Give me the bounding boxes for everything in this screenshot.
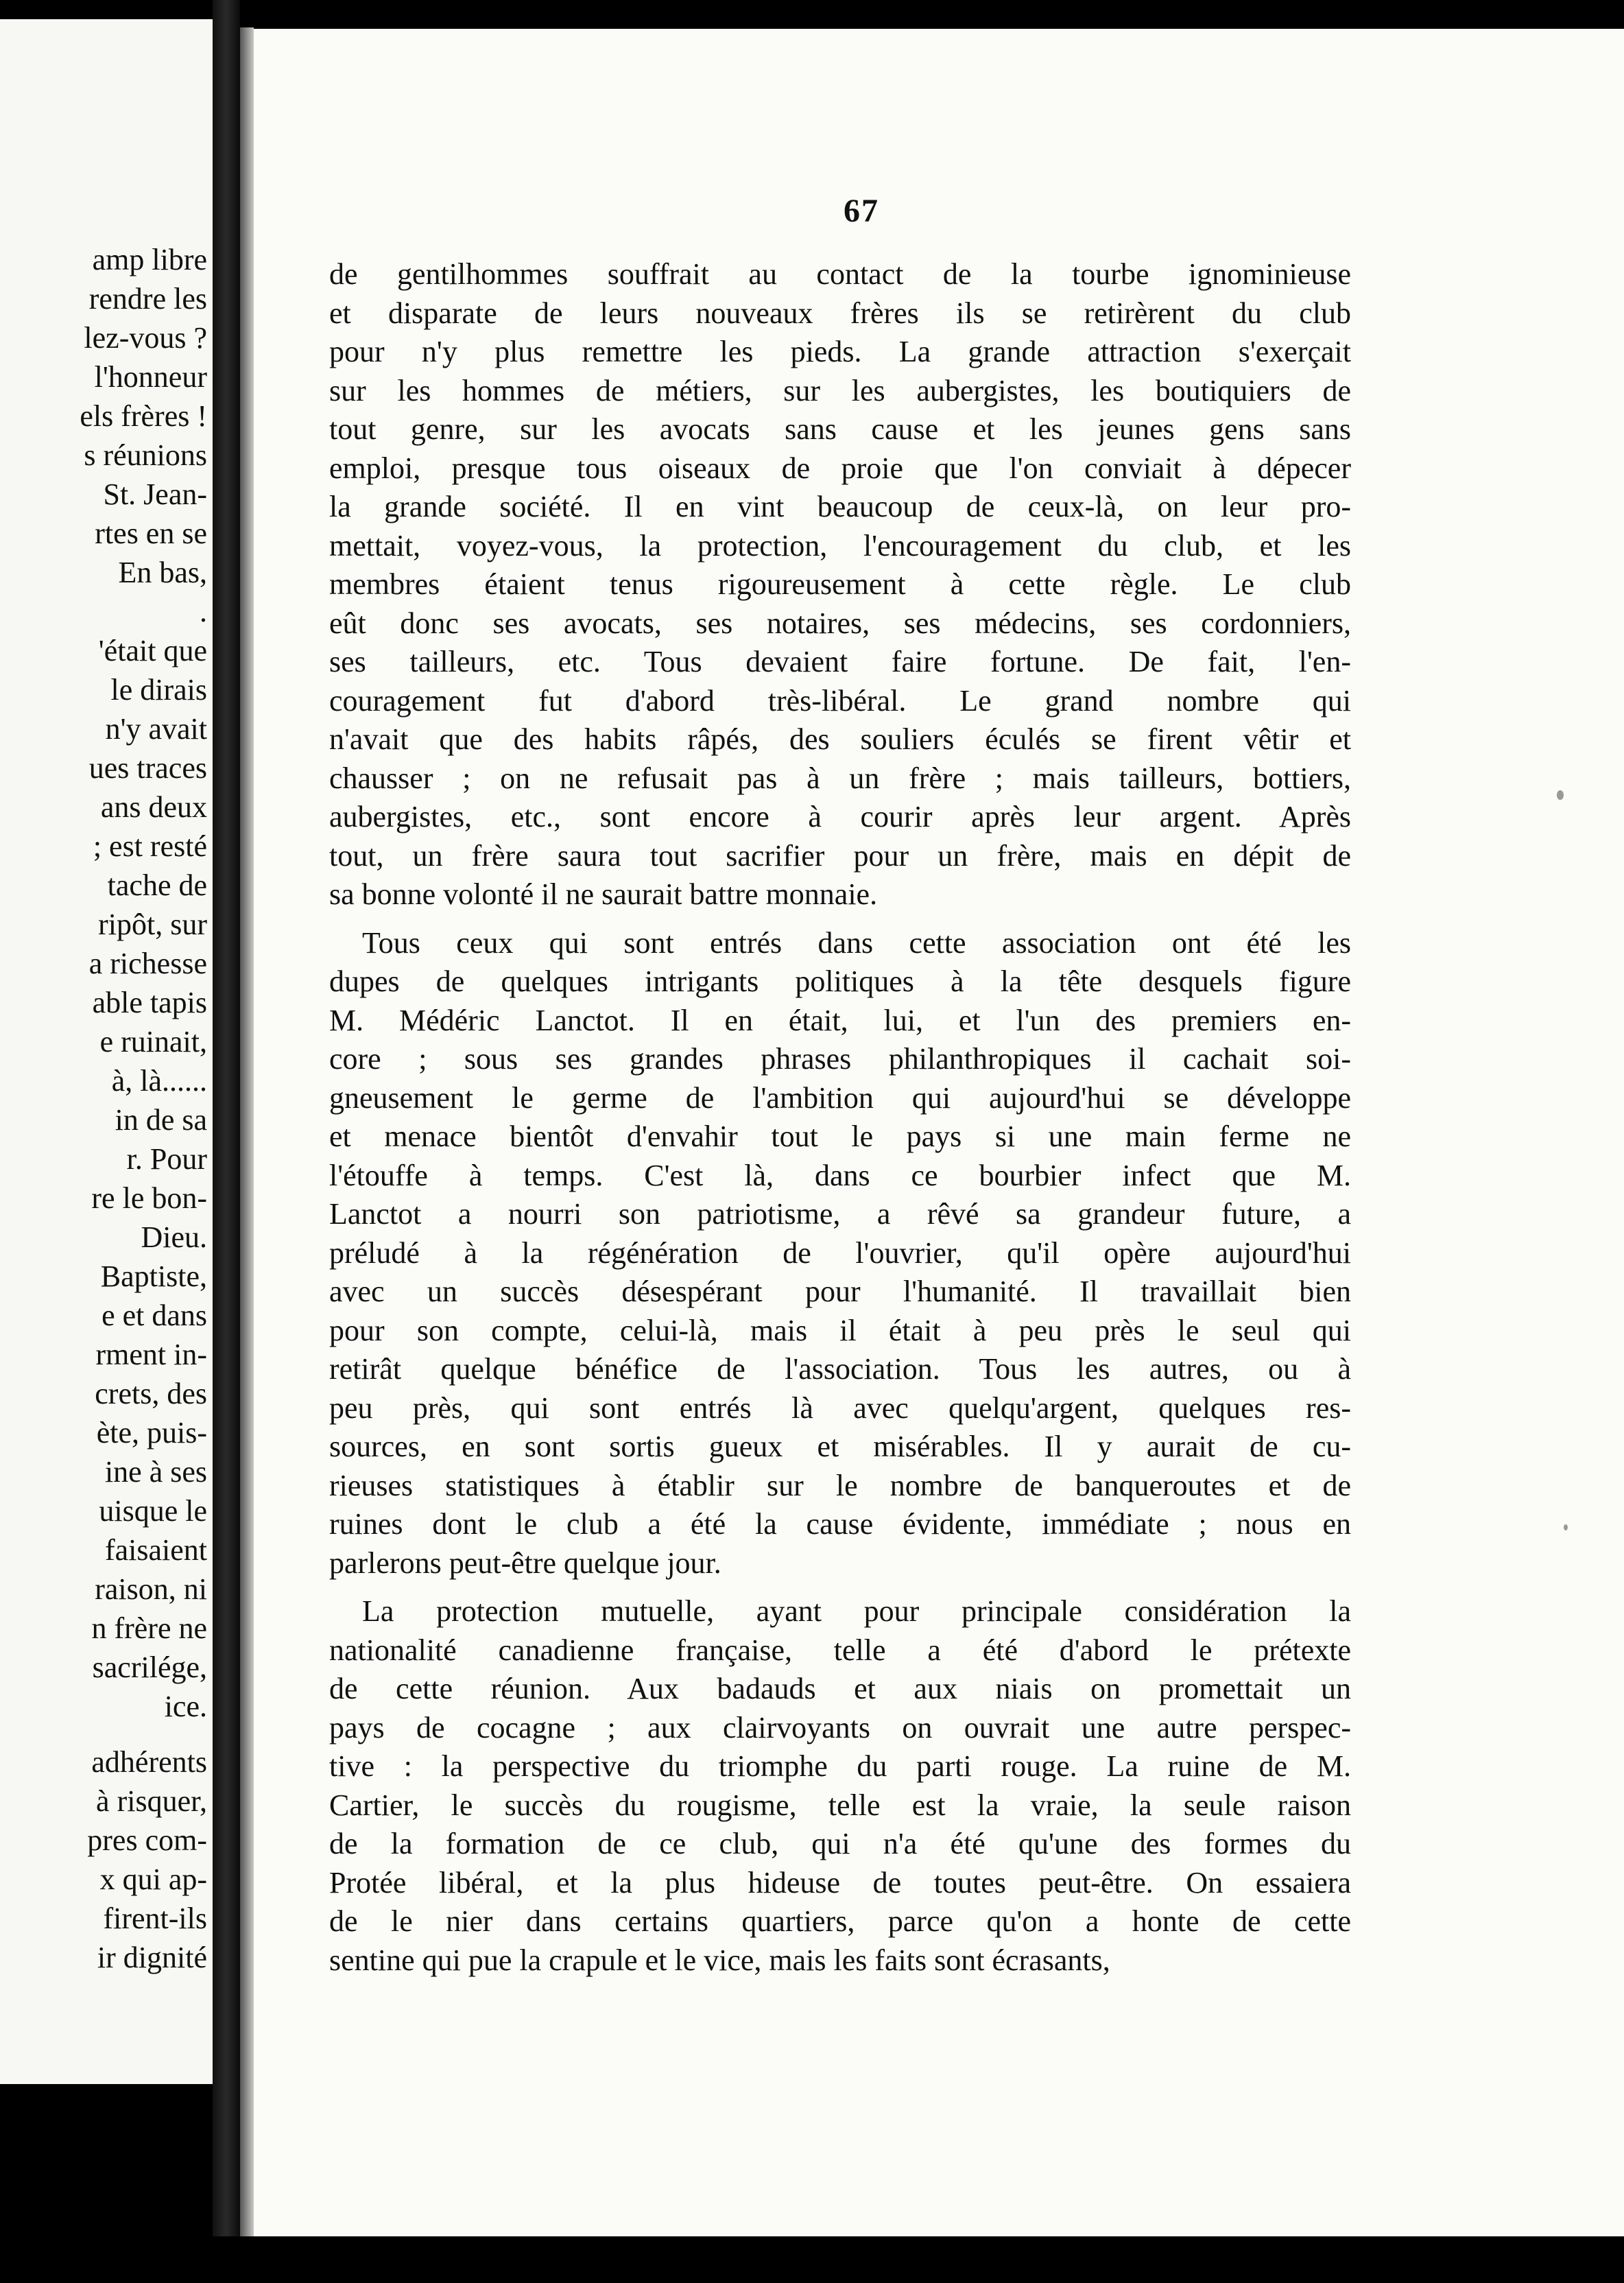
text-line: sur les hommes de métiers, sur les aubergistes, les boutiquiers de — [329, 373, 1351, 407]
left-page-line: s réunions — [84, 438, 207, 472]
text-line: mettait, voyez-vous, la protection, l'encouragement du club, et les — [329, 528, 1351, 563]
text-line: Cartier, le succès du rougisme, telle est la vraie, la seule raison — [329, 1788, 1351, 1822]
left-page-line: faisaient — [104, 1533, 207, 1567]
left-page-line: En bas, — [118, 556, 207, 589]
left-page-line: adhérents — [91, 1745, 207, 1779]
page-number: 67 — [844, 193, 879, 229]
left-page-line: n'y avait — [105, 712, 207, 746]
left-page-line: Baptiste, — [100, 1259, 207, 1293]
left-page-line: able tapis — [92, 986, 207, 1019]
left-page-line: ues traces — [88, 751, 207, 785]
paragraph — [329, 1592, 1351, 1980]
left-page-line: ine à ses — [104, 1455, 207, 1489]
text-line: nationalité canadienne française, telle a été d'abord le prétexte — [329, 1633, 1351, 1667]
text-line: Lanctot a nourri son patriotisme, a rêvé sa grandeur future, a — [329, 1197, 1351, 1231]
text-line: Tous ceux qui sont entrés dans cette association ont été les — [362, 925, 1351, 960]
left-page-line: e ruinait, — [99, 1025, 207, 1058]
left-page-line: à risquer, — [96, 1784, 207, 1818]
text-line: préludé à la régénération de l'ouvrier, qu'il opère aujourd'hui — [329, 1235, 1351, 1270]
left-page-line: ir dignité — [97, 1941, 207, 1974]
text-line: tout genre, sur les avocats sans cause et les jeunes gens sans — [329, 412, 1351, 446]
left-page-line: x qui ap- — [99, 1862, 207, 1896]
text-line: avec un succès désespérant pour l'humanité. Il travaillait bien — [329, 1275, 1351, 1308]
main-page — [254, 29, 1624, 2236]
text-line: sentine qui pue la crapule et le vice, mais les faits sont écrasants, — [329, 1943, 1110, 1977]
left-page-line: a richesse — [88, 947, 207, 980]
paragraph-gap — [329, 1583, 1351, 1592]
paragraph — [329, 924, 1351, 1583]
left-page-line: crets, des — [95, 1377, 207, 1410]
left-page-line: in de sa — [115, 1103, 207, 1137]
left-page-line: à, là...... — [111, 1064, 207, 1098]
text-line: parlerons peut-être quelque jour. — [329, 1546, 721, 1580]
left-page-line: sacrilége, — [92, 1651, 207, 1684]
text-line: dupes de quelques intrigants politiques à la tête desquels figure — [329, 965, 1351, 998]
text-line: Protée libéral, et la plus hideuse de toutes peut-être. On essaiera — [329, 1865, 1351, 1900]
left-page-line: rment in- — [95, 1338, 207, 1371]
left-page-line: uisque le — [99, 1494, 207, 1528]
text-line: sources, en sont sortis gueux et misérables. Il y aurait de cu- — [329, 1430, 1351, 1463]
text-line: gneusement le germe de l'ambition qui aujourd'hui se développe — [329, 1080, 1351, 1115]
text-line: peu près, qui sont entrés là avec quelqu'argent, quelques res- — [329, 1391, 1351, 1425]
scan-border-bottom — [0, 2236, 1624, 2283]
text-line: membres étaient tenus rigoureusement à cette règle. Le club — [329, 567, 1351, 601]
left-page-line: re le bon- — [91, 1181, 207, 1215]
text-line: pour son compte, celui-là, mais il était à peu près le seul qui — [329, 1313, 1351, 1347]
left-page-line: rendre les — [88, 282, 207, 316]
text-line: core ; sous ses grandes phrases philanthropiques il cachait soi- — [329, 1042, 1351, 1076]
left-page-line: els frères ! — [80, 399, 207, 433]
text-line: couragement fut d'abord très-libéral. Le grand nombre qui — [329, 683, 1351, 718]
gutter-shadow — [240, 27, 254, 2243]
text-line: ses tailleurs, etc. Tous devaient faire fortune. De fait, l'en- — [329, 645, 1351, 678]
text-line: rieuses statistiques à établir sur le nombre de banqueroutes et de — [329, 1468, 1351, 1502]
text-line: ruines dont le club a été la cause évidente, immédiate ; nous en — [329, 1507, 1351, 1541]
page-speck — [1557, 790, 1564, 800]
left-page-line: amp libre — [92, 243, 207, 276]
text-line: La protection mutuelle, ayant pour principale considération la — [362, 1594, 1351, 1628]
left-page-line: le dirais — [110, 673, 207, 707]
text-line: sa bonne volonté il ne saurait battre monnaie. — [329, 877, 878, 911]
left-page-line: ripôt, sur — [98, 908, 207, 941]
left-page-line: Dieu. — [141, 1220, 207, 1254]
left-page-line: . — [200, 595, 207, 628]
left-page-fragment — [0, 19, 213, 2084]
text-line: tive : la perspective du triomphe du parti rouge. La ruine de M. — [329, 1749, 1351, 1783]
text-line: n'avait que des habits râpés, des souliers éculés se firent vêtir et — [329, 722, 1351, 756]
left-page-line: St. Jean- — [103, 477, 207, 511]
text-line: de cette réunion. Aux badauds et aux niais on promettait un — [329, 1672, 1351, 1705]
left-page-line: l'honneur — [94, 360, 207, 394]
text-line: emploi, presque tous oiseaux de proie que l'on conviait à dépecer — [329, 451, 1351, 485]
left-page-line: ice. — [164, 1690, 207, 1723]
left-page-line: lez-vous ? — [84, 321, 207, 355]
left-page-line: 'était que — [98, 634, 207, 667]
text-line: pour n'y plus remettre les pieds. La grande attraction s'exerçait — [329, 335, 1351, 368]
left-page-line: pres com- — [87, 1823, 207, 1857]
text-line: et menace bientôt d'envahir tout le pays si une main ferme ne — [329, 1120, 1351, 1153]
text-line: de la formation de ce club, qui n'a été qu'une des formes du — [329, 1827, 1351, 1860]
paragraph-gap — [329, 914, 1351, 924]
text-line: chausser ; on ne refusait pas à un frère ; mais tailleurs, bottiers, — [329, 761, 1351, 795]
left-page-line: ans deux — [100, 790, 207, 824]
left-page-gap — [80, 1726, 207, 1742]
left-page-line: ète, puis- — [96, 1416, 207, 1450]
text-line: eût donc ses avocats, ses notaires, ses médecins, ses cordonniers, — [329, 606, 1351, 640]
left-page-line: ; est resté — [93, 829, 207, 863]
left-page-line: e et dans — [102, 1299, 207, 1332]
text-line: l'étouffe à temps. C'est là, dans ce bourbier infect que M. — [329, 1158, 1351, 1192]
left-page-line: rtes en se — [95, 517, 207, 550]
paragraph — [329, 255, 1351, 914]
text-line: de gentilhommes souffrait au contact de la tourbe ignominieuse — [329, 257, 1351, 291]
book-gutter — [213, 0, 240, 2283]
text-line: tout, un frère saura tout sacrifier pour un frère, mais en dépit de — [329, 838, 1351, 873]
left-page-line: n frère ne — [91, 1611, 207, 1645]
body-text — [329, 255, 1351, 1980]
text-line: de le nier dans certains quartiers, parce qu'on a honte de cette — [329, 1904, 1351, 1938]
text-line: pays de cocagne ; aux clairvoyants on ouvrait une autre perspec- — [329, 1710, 1351, 1744]
left-page-line: raison, ni — [95, 1572, 207, 1606]
text-line: la grande société. Il en vint beaucoup de ceux-là, on leur pro- — [329, 490, 1351, 523]
left-page-lines — [80, 240, 207, 1977]
text-line: et disparate de leurs nouveaux frères ils se retirèrent du club — [329, 296, 1351, 330]
left-page-line: tache de — [107, 868, 207, 902]
text-line: M. Médéric Lanctot. Il en était, lui, et l'un des premiers en- — [329, 1003, 1351, 1037]
left-page-line: r. Pour — [126, 1142, 207, 1176]
page-speck — [1564, 1524, 1568, 1530]
text-line: aubergistes, etc., sont encore à courir après leur argent. Après — [329, 800, 1351, 833]
text-line: retirât quelque bénéfice de l'association. Tous les autres, ou à — [329, 1352, 1351, 1386]
left-page-line: firent-ils — [103, 1902, 207, 1935]
